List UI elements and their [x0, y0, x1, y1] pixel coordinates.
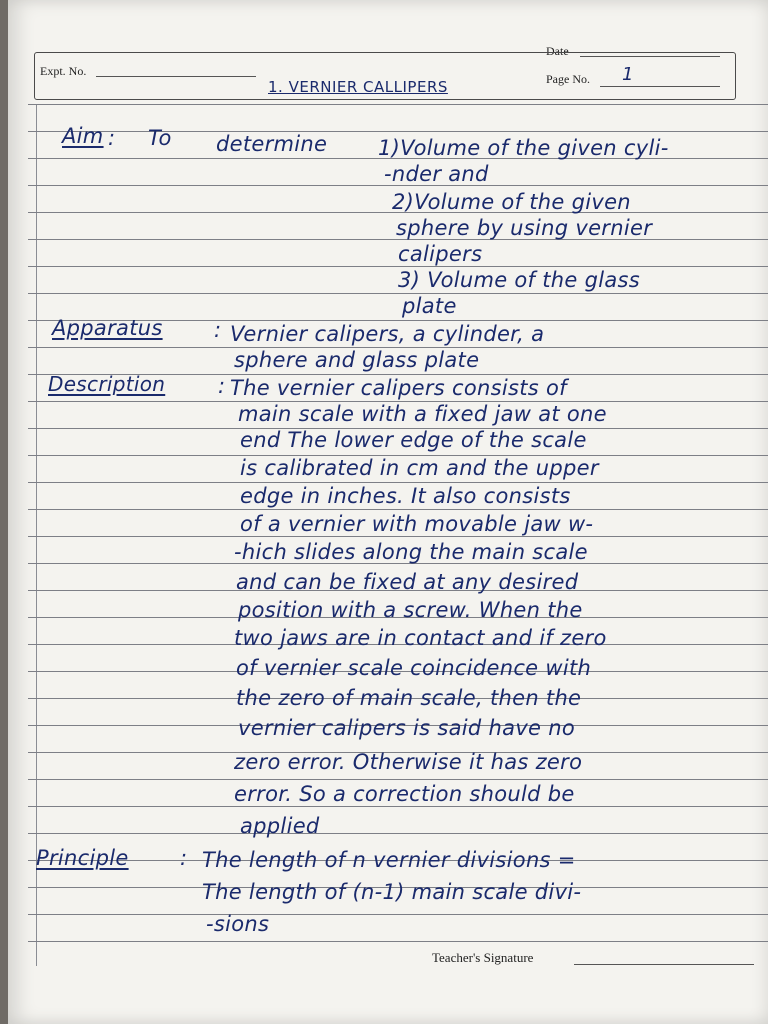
aim-line: calipers	[398, 242, 483, 266]
aim-line: 1)Volume of the given cyli-	[378, 136, 669, 160]
principle-line: -sions	[206, 912, 270, 936]
description-line: edge in inches. It also consists	[240, 484, 571, 508]
description-label: Description	[48, 372, 166, 396]
description-sep: :	[218, 374, 226, 398]
description-line: and can be fixed at any desired	[236, 570, 579, 594]
aim-sep: :	[108, 126, 116, 150]
teacher-signature-line	[574, 964, 754, 965]
apparatus-line: sphere and glass plate	[234, 348, 480, 372]
description-line: of a vernier with movable jaw w-	[240, 512, 594, 536]
principle-line: The length of n vernier divisions =	[202, 848, 576, 872]
margin-line	[36, 104, 37, 966]
ruled-line	[28, 941, 768, 942]
aim-label: Aim	[62, 124, 104, 148]
principle-label: Principle	[36, 846, 129, 870]
ruled-line	[28, 131, 768, 132]
description-line: applied	[240, 814, 320, 838]
description-line: The vernier calipers consists of	[230, 376, 567, 400]
description-line: main scale with a fixed jaw at one	[238, 402, 607, 426]
ruled-line	[28, 266, 768, 267]
principle-sep: :	[180, 846, 188, 870]
principle-line: The length of (n-1) main scale divi-	[202, 880, 582, 904]
description-line: two jaws are in contact and if zero	[234, 626, 607, 650]
apparatus-sep: :	[214, 318, 222, 342]
description-line: -hich slides along the main scale	[234, 540, 588, 564]
aim-line: determine	[216, 132, 328, 156]
description-line: zero error. Otherwise it has zero	[234, 750, 583, 774]
description-line: is calibrated in cm and the upper	[240, 456, 599, 480]
ruled-line	[28, 482, 768, 483]
aim-line: sphere by using vernier	[396, 216, 653, 240]
ruled-line	[28, 833, 768, 834]
ruled-line	[28, 914, 768, 915]
aim-line: To	[148, 126, 172, 150]
description-line: vernier calipers is said have no	[238, 716, 575, 740]
page-title: 1. VERNIER CALLIPERS	[268, 78, 448, 96]
ruled-line	[28, 509, 768, 510]
ruled-line	[28, 806, 768, 807]
aim-line: -nder and	[384, 162, 489, 186]
description-line: of vernier scale coincidence with	[236, 656, 592, 680]
apparatus-line: Vernier calipers, a cylinder, a	[230, 322, 545, 346]
ruled-line	[28, 293, 768, 294]
description-line: error. So a correction should be	[234, 782, 575, 806]
expt-no-label: Expt. No.	[40, 64, 87, 78]
page-no-label: Page No.	[546, 72, 590, 86]
date-label: Date	[546, 44, 569, 58]
apparatus-label: Apparatus	[52, 316, 163, 340]
aim-line: 2)Volume of the given	[392, 190, 631, 214]
description-line: end The lower edge of the scale	[240, 428, 587, 452]
page-no-value: 1	[622, 64, 634, 85]
aim-line: plate	[402, 294, 457, 318]
teacher-signature-label: Teacher's Signature	[432, 950, 534, 965]
notebook-page	[8, 0, 768, 1024]
description-line: the zero of main scale, then the	[236, 686, 582, 710]
page-no-line	[600, 86, 720, 87]
ruled-line	[28, 536, 768, 537]
description-line: position with a screw. When the	[238, 598, 583, 622]
ruled-line	[28, 779, 768, 780]
aim-line: 3) Volume of the glass	[398, 268, 640, 292]
ruled-line	[28, 104, 768, 105]
expt-no-line	[96, 76, 256, 77]
